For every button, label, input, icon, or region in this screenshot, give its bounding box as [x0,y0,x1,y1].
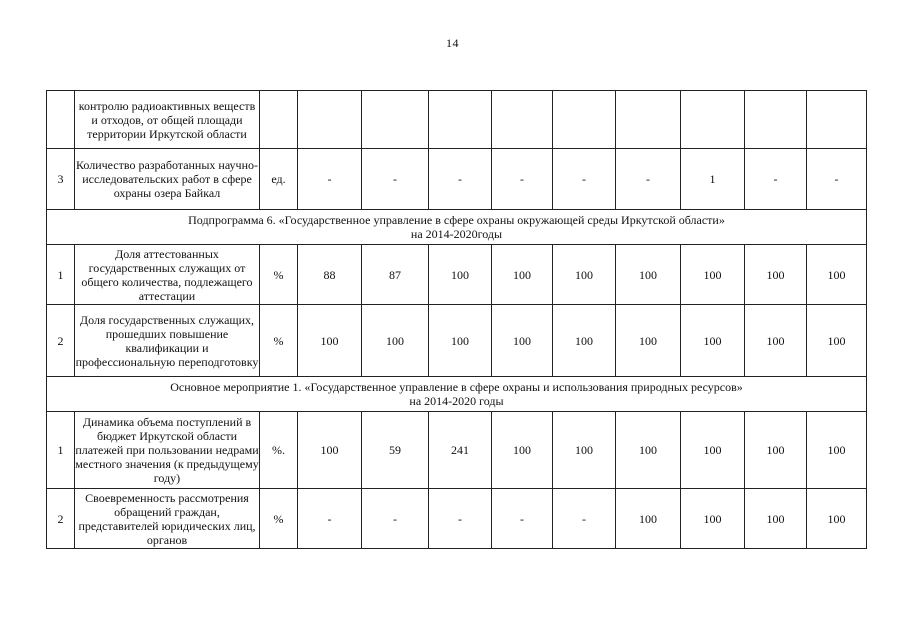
value-cell: 100 [681,245,745,305]
value-cell: 100 [807,245,867,305]
value-cell: 100 [553,245,616,305]
value-cell: 100 [745,489,807,549]
indicator-name: Доля государственных служащих, прошедших повышение квалификации и профессиональную переподготовку [75,305,260,377]
value-cell: - [745,149,807,210]
value-cell: 100 [492,412,553,489]
value-cell: - [492,149,553,210]
value-cell: 100 [616,412,681,489]
value-cell [492,91,553,149]
value-cell: 100 [681,489,745,549]
value-cell: 100 [745,305,807,377]
value-cell: 88 [298,245,362,305]
subprogram-header [47,210,867,245]
section-title-line1: Подпрограмма 6. «Государственное управление в сфере охраны окружающей среды Иркутской области» [188,213,725,227]
value-cell: 100 [681,305,745,377]
value-cell: - [616,149,681,210]
indicator-name: контролю радиоактивных веществ и отходов, от общей площади территории Иркутской области [75,91,260,149]
section-title-line2: на 2014-2020 годы [409,394,504,408]
indicator-name: Количество разработанных научно-исследовательских работ в сфере охраны озера Байкал [75,149,260,210]
value-cell: 1 [681,149,745,210]
unit-cell: % [260,305,298,377]
value-cell: 100 [807,489,867,549]
value-cell: - [298,489,362,549]
value-cell: - [298,149,362,210]
section-title-line1: Основное мероприятие 1. «Государственное управление в сфере охраны и использования природных ресурсов» [170,380,743,394]
value-cell: 100 [681,412,745,489]
value-cell: - [807,149,867,210]
section-header-row [47,210,867,245]
row-number: 1 [47,245,75,305]
value-cell: 100 [807,412,867,489]
value-cell: - [362,149,429,210]
value-cell: - [362,489,429,549]
value-cell: 59 [362,412,429,489]
value-cell: 87 [362,245,429,305]
section-title-line2: на 2014-2020годы [410,227,503,241]
value-cell: 100 [429,245,492,305]
indicator-name: Динамика объема поступлений в бюджет Иркутской области платежей при пользовании недрами местного значения (к предыдущему году) [75,412,260,489]
value-cell [807,91,867,149]
table-row [47,305,867,377]
value-cell [429,91,492,149]
table-row [47,489,867,549]
row-number: 2 [47,489,75,549]
unit-cell [260,91,298,149]
value-cell: 100 [362,305,429,377]
page-number: 14 [446,36,459,50]
value-cell: 100 [492,305,553,377]
value-cell: 100 [616,305,681,377]
table-row [47,91,867,149]
table-row [47,245,867,305]
row-number [47,91,75,149]
main-activity-header [47,377,867,412]
row-number: 3 [47,149,75,210]
unit-cell: ед. [260,149,298,210]
value-cell: - [429,149,492,210]
row-number: 1 [47,412,75,489]
value-cell: 100 [616,489,681,549]
indicators-table [46,90,867,549]
value-cell: 100 [298,305,362,377]
value-cell: 100 [298,412,362,489]
unit-cell: % [260,245,298,305]
row-number: 2 [47,305,75,377]
value-cell: 100 [429,305,492,377]
value-cell [681,91,745,149]
unit-cell: %. [260,412,298,489]
value-cell [616,91,681,149]
unit-cell: % [260,489,298,549]
table-row [47,412,867,489]
value-cell: 100 [616,245,681,305]
value-cell: 100 [492,245,553,305]
value-cell: 100 [553,305,616,377]
value-cell: 100 [745,412,807,489]
indicator-name: Своевременность рассмотрения обращений граждан, представителей юридических лиц, органов [75,489,260,549]
value-cell: 241 [429,412,492,489]
table-row [47,149,867,210]
section-header-row [47,377,867,412]
value-cell [362,91,429,149]
value-cell: - [429,489,492,549]
value-cell: - [492,489,553,549]
value-cell [298,91,362,149]
value-cell: 100 [745,245,807,305]
value-cell: 100 [553,412,616,489]
indicator-name: Доля аттестованных государственных служащих от общего количества, подлежащего аттестации [75,245,260,305]
value-cell: 100 [807,305,867,377]
value-cell [553,91,616,149]
value-cell: - [553,489,616,549]
value-cell [745,91,807,149]
value-cell: - [553,149,616,210]
